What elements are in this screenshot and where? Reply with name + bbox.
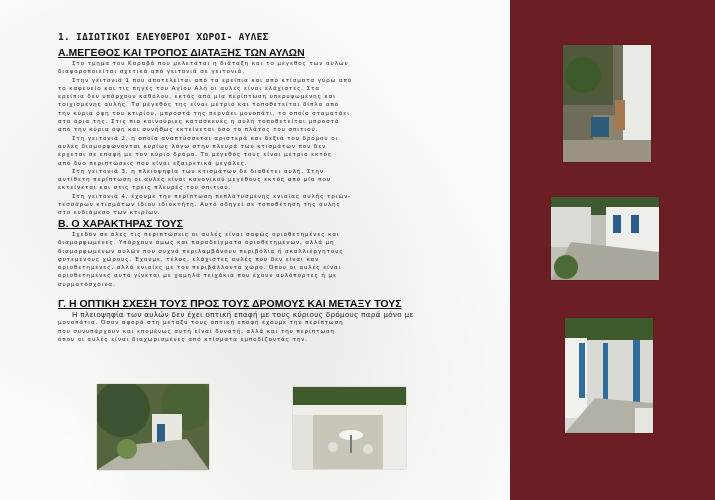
section-c-text [58,311,430,344]
courtyard-photo-terrace-table [293,387,406,469]
section-a-heading: Α.ΜΕΓΕΘΟΣ ΚΑΙ ΤΡΟΠΟΣ ΔΙΑΤΑΞΗΣ ΤΩΝ ΑΥΛΩΝ [58,47,305,59]
text-line: διαμορφωμένων αυλών που συχνά περιλαμβάνουν περιβόλια ή ακαλλιέργητους [58,248,344,255]
text-line: Στην γειτονιά 1 που αποτελείται από τα ερείπια και από κτίσματα γύρω από [72,77,353,84]
courtyard-photo-blue-columns [565,318,653,433]
text-line: Στο τμημα του Καραβά που μελετάται η διάταξη και το μέγεθος των αυλών [72,61,349,67]
section-b-heading: Β. Ο ΧΑΡΑΚΤΗΡΑΣ ΤΟΥΣ [58,218,183,230]
text-line: από δύο περιπτώσεις που είναι εξαιρετικά μεγάλες. [58,160,248,167]
text-line: στα όρια της. Στις πιο καινούριες κατασκευές η αυλή τοποθετείται μπροστά [58,119,340,126]
text-line: ερείπια δεν υπάρχουν καθόλου, εκτός από μία περίπτωση υπερυψωμένης και [58,94,337,101]
page-title: 1. ΙΔΙΩΤΙΚΟΙ ΕΛΕΥΘΕΡΟΙ ΧΩΡΟΙ- ΑΥΛΕΣ [58,32,269,43]
text-line: οριοθετημένες, αλλά ενιαίες με τον περιβάλλοντα χώρο. Όπου οι αυλές είναι [58,265,342,272]
text-line: στο ενδιάμεσο των κτιρίων. [58,210,161,217]
text-line: όπου οι αυλές είναι διαχωρισμένες από κτίσματα εμποδίζοντάς την. [58,336,308,343]
text-line: το καφενείο και τις πηγές του Αγίου Αλή οι αυλές είναι ελάχιστες. Στα [58,85,320,92]
text-line: οριοθετημένες αυτό γίνεται με χαμηλά τειχάκια που έχουν αυλόπορτες ή με [58,273,337,280]
text-line: από την κύρια όψη και συνήθως εκτείνεται όσο το πλάτος του σπιτιού. [58,127,319,134]
text-line: Στη γειτονιά 3, η πλειοψηφία των κτισμάτων δε διαθέτει αυλή. Στην [72,168,324,175]
text-line: Η πλειοψηφία των αυλών δεν έχει οπτική επαφή με τους κύριους δρόμους παρά μόνο με [72,311,414,319]
text-line: που συνυπάρχουν και επομένως αυτή είναι δυνατή, αλλά και την περίπτωση [58,328,335,335]
text-line: Στη γειτονιά 4, έχουμε την περίπτωση πεπλατυσμένης ενιαίας αυλής τριών- [72,193,352,200]
text-line: φυτεμένους χώρους. Έχουμε, τέλος, ελάχιστες αυλές που δεν είναι καν [58,256,320,263]
text-line: τεσσάρων κτισμάτων ίδιου ιδιοκτήτη. Αυτό οδηγεί σε τοποθέτηση της αυλής [58,202,341,209]
text-line: την κύρια όψη του κτιρίου, μπροστά της περνάει μονοπάτι, το οποίο σταματάει [58,110,351,117]
text-line: εκτείνεται και στις τρεις πλευρές του σπιτιού. [58,185,232,192]
text-line: τοιχισμένης αυλής. Το μέγεθός της είναι μέτριο και τοποθετείται δίπλα από [58,102,340,109]
text-line: Σχεδόν σε όλες τις περιπτώσεις οι αυλές είναι σαφώς οριοθετημένες και [72,232,340,238]
courtyard-photo-stairs-door [563,45,651,162]
text-line: αντίθετη περίπτωση οι αυλές είναι κανονικού μεγέθους εκτός από μία που [58,177,331,184]
section-b-text [58,231,430,289]
section-c-heading: Γ. Η ΟΠΤΙΚΗ ΣΧΕΣΗ ΤΟΥΣ ΠΡΟΣ ΤΟΥΣ ΔΡΟΜΟΥΣ ΚΑΙ ΜΕΤΑΞΥ ΤΟΥΣ [58,298,402,310]
text-line: Στη γειτονιά 2, η οποία αναπτύσσεται αριστερά και δεξιά του δρόμου οι [72,135,339,142]
courtyard-photo-paved-terrace [551,197,659,280]
text-line: έρχεται σε επαφή με τον κύριο δρόμο. Το μέγεθός τους είναι μέτριο εκτός [58,152,332,159]
text-line: διαμορφωμένες. Υπάρχουν όμως και παραδείγματα οριοθετημένων, αλλά μη [58,240,335,247]
courtyard-photo-garden-path [97,384,209,470]
section-a-text [58,60,430,218]
text-line: συρματόσχοινα. [58,281,116,288]
text-line: μονοπάτια. Όσον αφορά στη μεταξύ τους οπτική επαφή έχουμε την περίπτωση [58,320,344,327]
text-line: αυλές διαμορφώνονται κυρίως λόγω στην πλευρά των κτισμάτων που δεν [58,143,327,150]
text-line: διαφοροποιείται σχετικά από γειτονιά σε γειτονιά. [58,69,245,76]
